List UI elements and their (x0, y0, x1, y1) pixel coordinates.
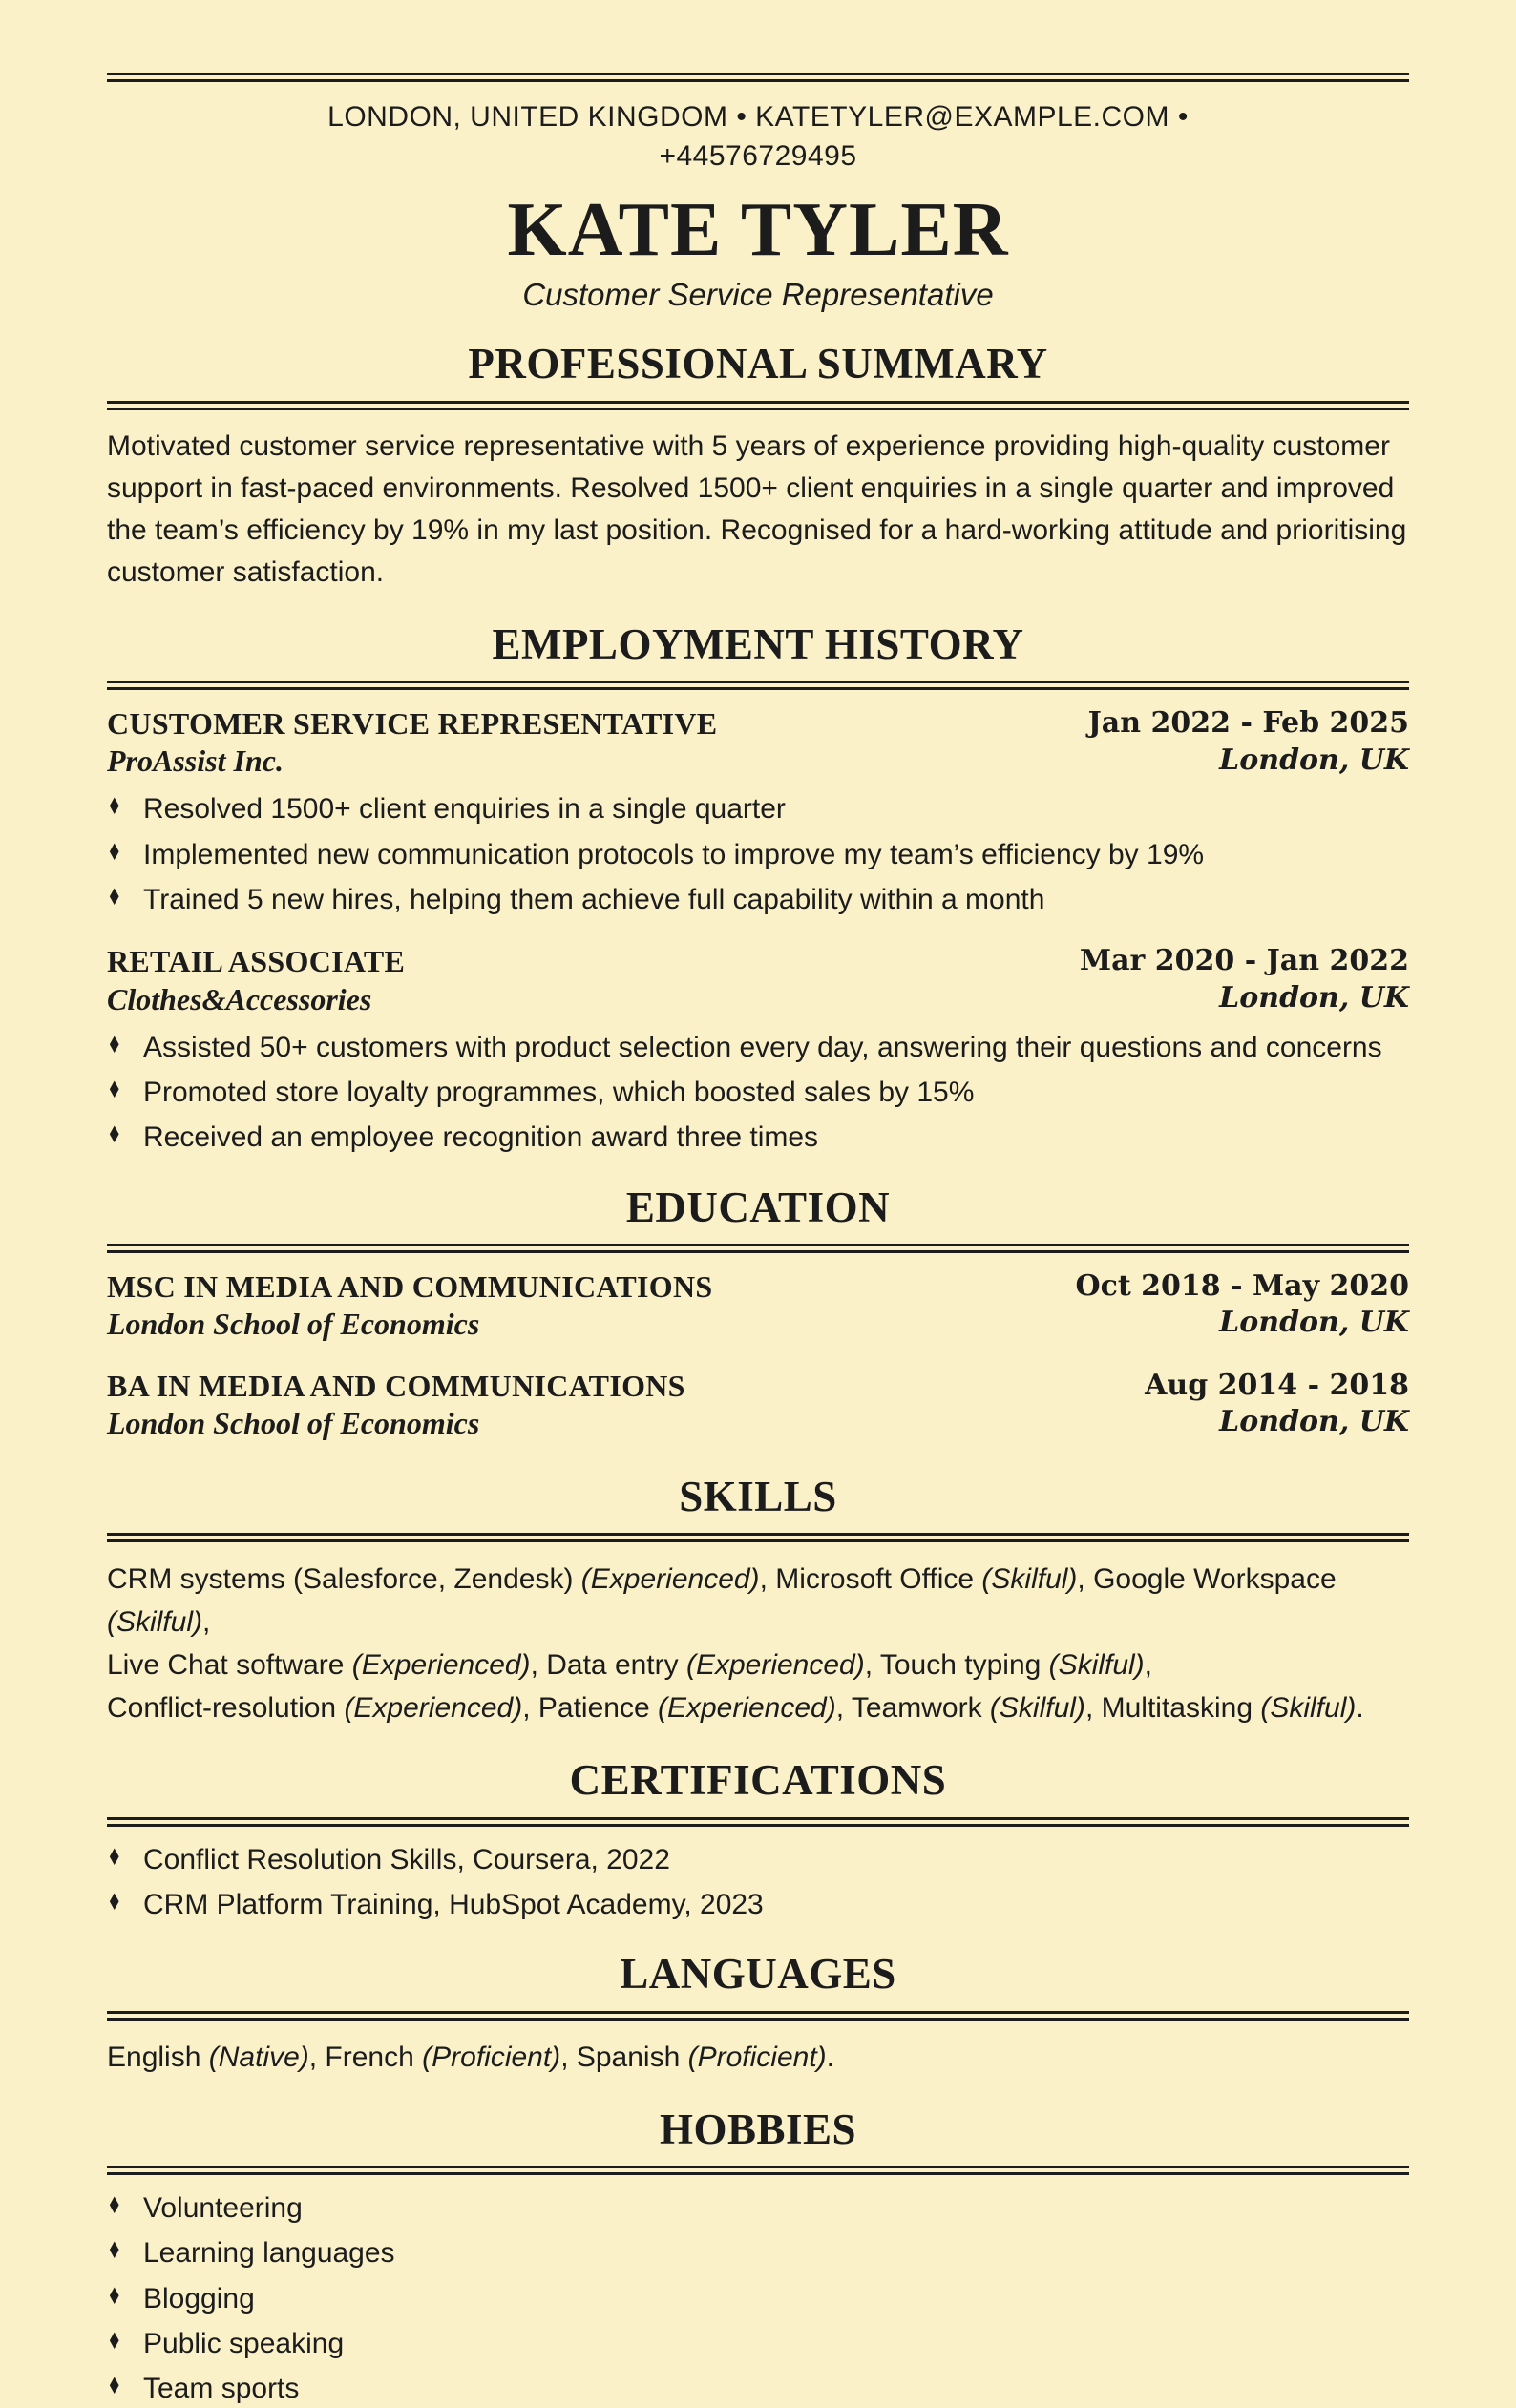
job-title: RETAIL ASSOCIATE (107, 944, 406, 979)
skill-level: (Skilful) (107, 1606, 203, 1639)
education-location: London, UK (1219, 1405, 1409, 1439)
education-right (1075, 1268, 1409, 1342)
education-degree: BA IN MEDIA AND COMMUNICATIONS (107, 1369, 685, 1404)
hobby-item: ♦ Public speaking (107, 2328, 345, 2360)
job-title: CUSTOMER SERVICE REPRESENTATIVE (107, 706, 718, 742)
education-rule (107, 1244, 1409, 1253)
language-name: English (107, 2041, 209, 2073)
top-rule (107, 73, 1409, 82)
hobbies-list (107, 2190, 1409, 2408)
skills-line: Conflict-resolution (Experienced), Patience (Experienced), Teamwork (Skilful), Multitasking (Skilful). (107, 1692, 1364, 1725)
diamond-bullet-icon: ♦ (107, 1076, 122, 1103)
diamond-bullet-icon: ♦ (107, 1843, 122, 1871)
hobbies-body (107, 2190, 1409, 2408)
skill-name: Google Workspace (1093, 1563, 1337, 1596)
diamond-bullet-icon: ♦ (107, 2191, 122, 2219)
job-company: Clothes&Accessories (107, 981, 372, 1016)
skill-name: CRM systems (Salesforce, Zendesk) (107, 1563, 581, 1596)
skill-name: Conflict-resolution (107, 1692, 345, 1725)
education-school: London School of Economics (107, 1406, 480, 1441)
education-degree: MSC IN MEDIA AND COMMUNICATIONS (107, 1268, 713, 1304)
job-right (1088, 705, 1409, 779)
language-level: (Native) (208, 2041, 309, 2073)
contact-block (107, 97, 1409, 177)
language-name: French (325, 2041, 423, 2073)
skill-name: Touch typing (879, 1649, 1049, 1682)
languages-rule (107, 2011, 1409, 2021)
certification-item: ♦ CRM Platform Training, HubSpot Academy, 2023 (107, 1888, 764, 1920)
skill-name: Microsoft Office (775, 1563, 982, 1596)
skill-level: (Skilful) (1048, 1649, 1145, 1682)
job-location: London, UK (1219, 743, 1409, 777)
education-right (1145, 1368, 1409, 1441)
job-header (107, 705, 1409, 780)
education-left (107, 1268, 713, 1343)
contact-phone: +44576729495 (659, 140, 857, 173)
skill-level: (Skilful) (981, 1563, 1078, 1596)
certifications-rule (107, 1817, 1409, 1827)
skills-rule (107, 1533, 1409, 1542)
diamond-bullet-icon: ♦ (107, 2328, 122, 2356)
job-entry (107, 943, 1409, 1156)
certifications-list (107, 1842, 1409, 1924)
education-entry (107, 1268, 1409, 1343)
education-list (107, 1268, 1409, 1442)
diamond-bullet-icon: ♦ (107, 1888, 122, 1916)
summary-rule (107, 401, 1409, 410)
diamond-bullet-icon: ♦ (107, 1121, 122, 1149)
education-header (107, 1368, 1409, 1442)
job-bullet-list (107, 791, 1409, 918)
skill-level: (Experienced) (344, 1692, 523, 1725)
job-left (107, 705, 717, 780)
skill-level: (Skilful) (1260, 1692, 1357, 1725)
job-bullet: ♦ Promoted store loyalty programmes, which boosted sales by 15% (107, 1076, 975, 1108)
skill-level: (Experienced) (351, 1649, 531, 1682)
hobbies-heading: HOBBIES (659, 2104, 857, 2153)
languages-line: English (Native), French (Proficient), Spanish (Proficient). (107, 2041, 834, 2073)
education-header (107, 1268, 1409, 1343)
contact-line-1: LONDON, UNITED KINGDOM • KATETYLER@EXAMPLE.COM • (327, 101, 1189, 133)
skill-level: (Experienced) (685, 1649, 865, 1682)
skills-line: CRM systems (Salesforce, Zendesk) (Experienced), Microsoft Office (Skilful), Google Workspace (Skilful), (107, 1563, 1337, 1639)
candidate-name: KATE TYLER (507, 187, 1009, 272)
job-bullet: ♦ Trained 5 new hires, helping them achieve full capability within a month (107, 884, 1045, 916)
education-school: London School of Economics (107, 1307, 480, 1341)
skills-heading: SKILLS (679, 1473, 837, 1521)
hobby-item: ♦ Learning languages (107, 2237, 395, 2270)
education-left (107, 1368, 685, 1442)
summary-heading: PROFESSIONAL SUMMARY (468, 340, 1048, 388)
employment-list (107, 705, 1409, 1156)
diamond-bullet-icon: ♦ (107, 2282, 122, 2310)
job-bullet: ♦ Received an employee recognition award three times (107, 1121, 819, 1154)
job-dates: Mar 2020 - Jan 2022 (1079, 944, 1409, 978)
skills-block (107, 1558, 1409, 1729)
job-left (107, 943, 405, 1017)
job-bullet: ♦ Implemented new communication protocols to improve my team’s efficiency by 19% (107, 838, 1205, 870)
education-dates: Oct 2018 - May 2020 (1075, 1268, 1409, 1303)
certifications-heading: CERTIFICATIONS (569, 1756, 947, 1805)
skill-name: Data entry (546, 1649, 686, 1682)
diamond-bullet-icon: ♦ (107, 1031, 122, 1058)
job-bullet: ♦ Assisted 50+ customers with product selection every day, answering their questions and concerns (107, 1031, 1382, 1063)
hobby-item: ♦ Team sports (107, 2373, 300, 2405)
hobbies-rule (107, 2166, 1409, 2175)
employment-rule (107, 681, 1409, 690)
job-right (1080, 943, 1409, 1016)
language-level: (Proficient) (687, 2041, 827, 2073)
job-header (107, 943, 1409, 1017)
skill-name: Patience (537, 1692, 658, 1725)
hobby-item: ♦ Volunteering (107, 2191, 303, 2224)
education-entry (107, 1368, 1409, 1442)
diamond-bullet-icon: ♦ (107, 2373, 122, 2400)
diamond-bullet-icon: ♦ (107, 2237, 122, 2265)
education-location: London, UK (1219, 1306, 1409, 1340)
diamond-bullet-icon: ♦ (107, 838, 122, 866)
skill-name: Live Chat software (107, 1649, 352, 1682)
job-location: London, UK (1219, 980, 1409, 1015)
skill-level: (Experienced) (657, 1692, 836, 1725)
job-bullet-list (107, 1030, 1409, 1157)
hobby-item: ♦ Blogging (107, 2282, 255, 2314)
skills-line: Live Chat software (Experienced), Data entry (Experienced), Touch typing (Skilful), (107, 1649, 1153, 1682)
language-level: (Proficient) (422, 2041, 561, 2073)
job-bullet: ♦ Resolved 1500+ client enquiries in a single quarter (107, 793, 786, 826)
job-company: ProAssist Inc. (107, 743, 284, 779)
language-name: Spanish (576, 2041, 688, 2073)
job-dates: Jan 2022 - Feb 2025 (1087, 706, 1409, 741)
diamond-bullet-icon: ♦ (107, 793, 122, 821)
education-heading: EDUCATION (625, 1183, 891, 1231)
employment-heading: EMPLOYMENT HISTORY (492, 620, 1024, 668)
certification-item: ♦ Conflict Resolution Skills, Coursera, 2022 (107, 1843, 670, 1875)
diamond-bullet-icon: ♦ (107, 884, 122, 911)
certifications-body (107, 1842, 1409, 1924)
skill-name: Teamwork (851, 1692, 990, 1725)
summary-text: Motivated customer service representative with 5 years of experience providing high-quality customer support in fast-paced environments. Resolved 1500+ client enquiries in a single quarter and improved the team’s efficiency by 19% in my last position. Recognised for a hard-working attitude and prioritising customer satisfaction. (107, 429, 1407, 588)
skill-name: Multitasking (1101, 1692, 1261, 1725)
languages-heading: LANGUAGES (620, 1950, 896, 1999)
skill-level: (Experienced) (580, 1563, 760, 1596)
candidate-job-title: Customer Service Representative (522, 276, 994, 312)
job-entry (107, 705, 1409, 918)
education-dates: Aug 2014 - 2018 (1145, 1369, 1409, 1403)
skill-level: (Skilful) (989, 1692, 1085, 1725)
